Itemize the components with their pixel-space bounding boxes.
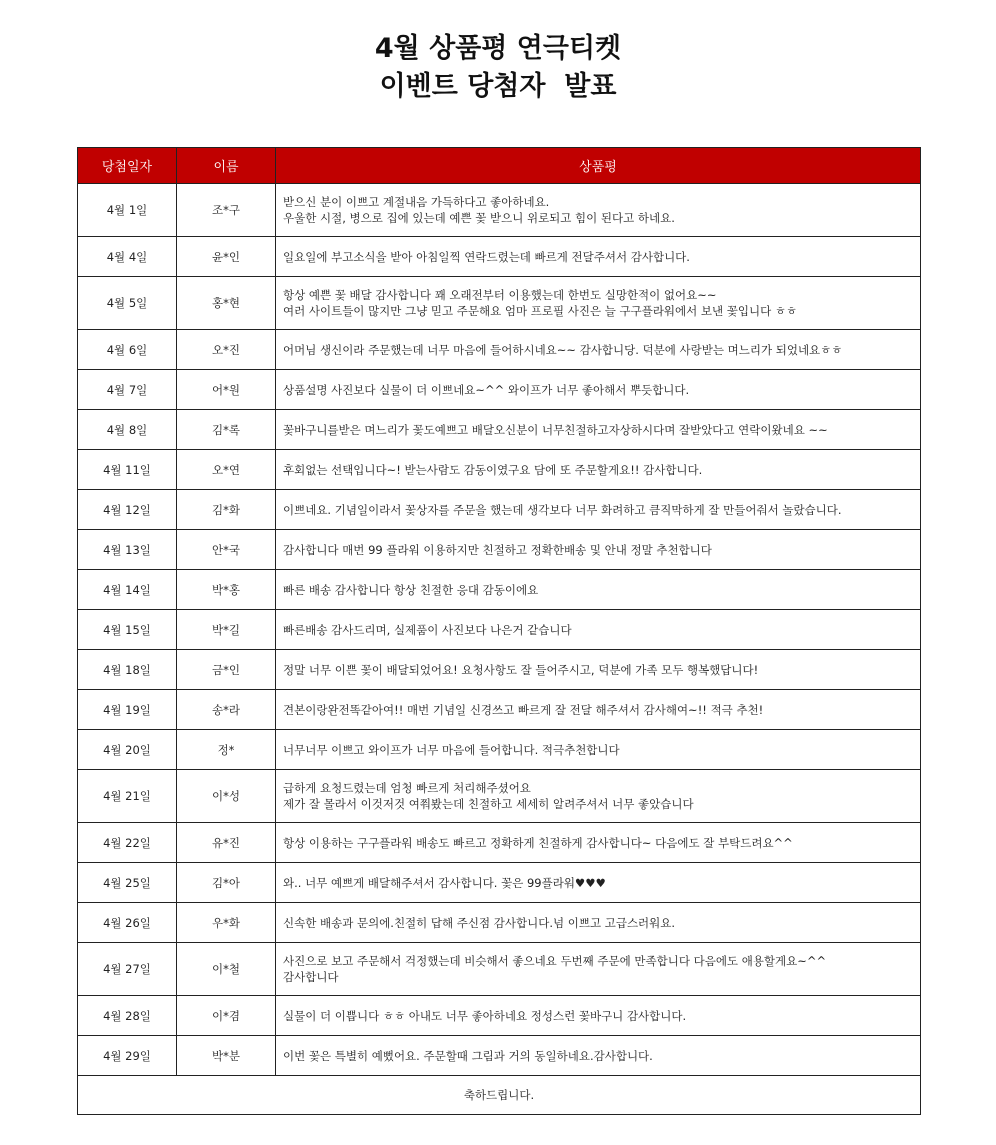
winner-name: 조*구 — [177, 184, 276, 237]
winner-name: 박*길 — [177, 610, 276, 650]
review-line: 우울한 시절, 병으로 집에 있는데 예쁜 꽃 받으니 위로되고 힘이 된다고 하네요. — [283, 211, 675, 225]
title-line-2: 이벤트 당첨자 발표 — [379, 71, 617, 102]
table-row — [78, 490, 921, 530]
winner-name: 오*연 — [177, 450, 276, 490]
win-date: 4월 22일 — [78, 823, 177, 863]
win-date: 4월 7일 — [78, 370, 177, 410]
review-line: 빠른배송 감사드리며, 실제품이 사진보다 나은거 같습니다 — [283, 622, 572, 637]
table-row — [78, 943, 921, 996]
title-line-1: 4월 상품평 연극티켓 — [374, 33, 622, 64]
table-row — [78, 823, 921, 863]
review-text — [276, 996, 921, 1036]
table-row — [78, 370, 921, 410]
review-line: 너무너무 이쁘고 와이프가 너무 마음에 들어합니다. 적극추천합니다 — [283, 742, 620, 757]
winners-table — [77, 147, 921, 1115]
review-text — [276, 277, 921, 330]
review-line: 후회없는 선택입니다~! 받는사람도 감동이였구요 담에 또 주문할게요!! 감사합니다. — [283, 462, 703, 477]
win-date: 4월 12일 — [78, 490, 177, 530]
win-date: 4월 20일 — [78, 730, 177, 770]
win-date: 4월 8일 — [78, 410, 177, 450]
review-line: 사진으로 보고 주문해서 걱정했는데 비슷해서 좋으네요 두번째 주문에 만족합니다 다음에도 애용할게요~^^ — [283, 954, 827, 968]
table-row — [78, 570, 921, 610]
review-line: 이번 꽃은 특별히 예뻤어요. 주문할때 그림과 거의 동일하네요.감사합니다. — [283, 1048, 653, 1063]
table-row — [78, 730, 921, 770]
win-date: 4월 29일 — [78, 1036, 177, 1076]
table-row — [78, 770, 921, 823]
winner-name: 오*진 — [177, 330, 276, 370]
winner-name: 박*홍 — [177, 570, 276, 610]
review-text — [276, 863, 921, 903]
table-row — [78, 530, 921, 570]
winner-name: 홍*현 — [177, 277, 276, 330]
winner-name: 김*화 — [177, 490, 276, 530]
table-row — [78, 330, 921, 370]
table-body — [78, 184, 921, 1076]
review-line: 항상 예쁜 꽃 배달 감사합니다 꽤 오래전부터 이용했는데 한번도 실망한적이 없어요~~ — [283, 288, 717, 302]
winner-name: 안*국 — [177, 530, 276, 570]
review-text — [276, 490, 921, 530]
table-row — [78, 996, 921, 1036]
table-row — [78, 650, 921, 690]
review-line: 감사합니다 — [283, 970, 339, 984]
review-line: 견본이랑완전똑같아여!! 매번 기념일 신경쓰고 빠르게 잘 전달 해주셔서 감사해여~!! 적극 추천! — [283, 702, 764, 717]
win-date: 4월 14일 — [78, 570, 177, 610]
table-row — [78, 450, 921, 490]
review-text — [276, 610, 921, 650]
win-date: 4월 15일 — [78, 610, 177, 650]
win-date: 4월 1일 — [78, 184, 177, 237]
table-row — [78, 690, 921, 730]
review-line: 급하게 요청드렸는데 엄청 빠르게 처리해주셨어요 — [283, 781, 531, 795]
win-date: 4월 18일 — [78, 650, 177, 690]
review-text — [276, 770, 921, 823]
winner-name: 금*인 — [177, 650, 276, 690]
review-text — [276, 237, 921, 277]
review-text — [276, 943, 921, 996]
review-text — [276, 370, 921, 410]
header-date: 당첨일자 — [78, 148, 177, 184]
review-line: 실물이 더 이쁩니다 ㅎㅎ 아내도 너무 좋아하네요 정성스런 꽃바구니 감사합니다. — [283, 1008, 687, 1023]
review-text — [276, 450, 921, 490]
review-line: 감사합니다 매번 99 플라워 이용하지만 친절하고 정확한배송 및 안내 정말 추천합니다 — [283, 542, 712, 557]
table-footer-row — [78, 1076, 921, 1115]
review-text — [276, 823, 921, 863]
table-row — [78, 610, 921, 650]
table-row — [78, 1036, 921, 1076]
review-line: 받으신 분이 이쁘고 계절내음 가득하다고 좋아하네요. — [283, 195, 550, 209]
review-text — [276, 410, 921, 450]
win-date: 4월 6일 — [78, 330, 177, 370]
winner-name: 유*진 — [177, 823, 276, 863]
table-row — [78, 410, 921, 450]
winner-name: 이*성 — [177, 770, 276, 823]
win-date: 4월 19일 — [78, 690, 177, 730]
winner-name: 우*화 — [177, 903, 276, 943]
win-date: 4월 5일 — [78, 277, 177, 330]
review-text — [276, 570, 921, 610]
review-text — [276, 330, 921, 370]
review-line: 이쁘네요. 기념일이라서 꽃상자를 주문을 했는데 생각보다 너무 화려하고 큼직막하게 잘 만들어줘서 놀랐습니다. — [283, 502, 842, 517]
table-header-row — [78, 148, 921, 184]
winner-name: 박*분 — [177, 1036, 276, 1076]
winner-name: 송*라 — [177, 690, 276, 730]
winner-name: 김*록 — [177, 410, 276, 450]
review-line: 빠른 배송 감사합니다 항상 친절한 응대 감동이에요 — [283, 582, 539, 597]
win-date: 4월 26일 — [78, 903, 177, 943]
review-line: 정말 너무 이쁜 꽃이 배달되었어요! 요청사항도 잘 들어주시고, 덕분에 가족 모두 행복했답니다! — [283, 662, 759, 677]
table-row — [78, 237, 921, 277]
review-text — [276, 1036, 921, 1076]
win-date: 4월 4일 — [78, 237, 177, 277]
review-line: 제가 잘 몰라서 이것저것 여쭤봤는데 친절하고 세세히 알려주셔서 너무 좋았습니다 — [283, 797, 694, 811]
review-text — [276, 690, 921, 730]
winner-name: 정* — [177, 730, 276, 770]
review-text — [276, 730, 921, 770]
table-row — [78, 903, 921, 943]
table-row — [78, 863, 921, 903]
winner-name: 이*겸 — [177, 996, 276, 1036]
review-line: 어머님 생신이라 주문했는데 너무 마음에 들어하시네요~~ 감사합니당. 덕분에 사랑받는 며느리가 되었네요ㅎㅎ — [283, 342, 843, 357]
review-line: 꽃바구니를받은 며느리가 꽃도예쁘고 배달오신분이 너무친절하고자상하시다며 잘받았다고 연락이왔네요 ~~ — [283, 422, 828, 437]
winner-name: 김*아 — [177, 863, 276, 903]
congrats-message: 축하드립니다. — [78, 1076, 921, 1115]
review-text — [276, 530, 921, 570]
review-line: 여러 사이트들이 많지만 그냥 믿고 주문해요 엄마 프로필 사진은 늘 구구플라워에서 보낸 꽃입니다 ㅎㅎ — [283, 304, 798, 318]
table-row — [78, 277, 921, 330]
review-text — [276, 184, 921, 237]
win-date: 4월 25일 — [78, 863, 177, 903]
review-line: 상품설명 사진보다 실물이 더 이쁘네요~^^ 와이프가 너무 좋아해서 뿌듯합니다. — [283, 382, 690, 397]
table-row — [78, 184, 921, 237]
win-date: 4월 13일 — [78, 530, 177, 570]
winner-name: 이*철 — [177, 943, 276, 996]
review-line: 항상 이용하는 구구플라워 배송도 빠르고 정확하게 친절하게 감사합니다~ 다음에도 잘 부탁드려요^^ — [283, 835, 793, 850]
winner-name: 윤*인 — [177, 237, 276, 277]
review-text — [276, 650, 921, 690]
review-line: 일요일에 부고소식을 받아 아침일찍 연락드렸는데 빠르게 전달주셔서 감사합니다. — [283, 249, 690, 264]
page-title — [0, 30, 996, 106]
review-text — [276, 903, 921, 943]
header-review: 상품평 — [276, 148, 921, 184]
winner-name: 어*원 — [177, 370, 276, 410]
header-name: 이름 — [177, 148, 276, 184]
review-line: 와.. 너무 예쁘게 배달해주셔서 감사합니다. 꽃은 99플라워♥♥♥ — [283, 875, 606, 890]
review-line: 신속한 배송과 문의에.친절히 답해 주신점 감사합니다.넘 이쁘고 고급스러워요. — [283, 915, 676, 930]
win-date: 4월 11일 — [78, 450, 177, 490]
win-date: 4월 27일 — [78, 943, 177, 996]
win-date: 4월 28일 — [78, 996, 177, 1036]
win-date: 4월 21일 — [78, 770, 177, 823]
